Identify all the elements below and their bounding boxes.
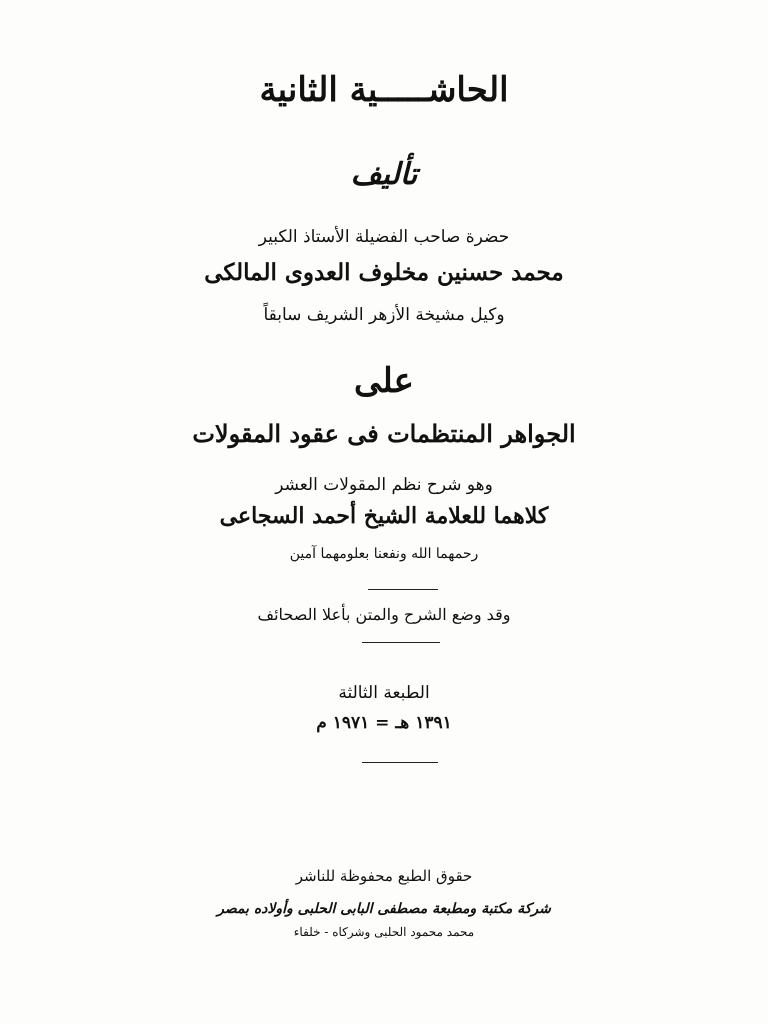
author-honorific: حضرة صاحب الفضيلة الأستاذ الكبير bbox=[258, 227, 510, 247]
publisher-owners: محمد محمود الحلبى وشركاه - خلفاء bbox=[293, 925, 475, 939]
edition-label: الطبعة الثالثة bbox=[338, 683, 430, 703]
book-authors-line: كلاهما للعلامة الشيخ أحمد السجاعى bbox=[219, 503, 549, 529]
book-title: الجواهر المنتظمات فى عقود المقولات bbox=[192, 419, 576, 448]
main-title: الحاشـــــية الثانية bbox=[259, 70, 509, 110]
on-label: على bbox=[354, 361, 414, 401]
book-description: وهو شرح نظم المقولات العشر bbox=[275, 475, 493, 495]
book-blessing: رحمهما الله ونفعنا بعلومهما آمين bbox=[289, 546, 479, 562]
divider-1 bbox=[368, 589, 438, 590]
layout-note: وقد وضع الشرح والمتن بأعلا الصحائف bbox=[257, 605, 511, 624]
divider-3 bbox=[362, 762, 438, 763]
author-position: وكيل مشيخة الأزهر الشريف سابقاً bbox=[263, 305, 505, 325]
publisher-company: شركة مكتبة ومطبعة مصطفى البابى الحلبى وأولاده بمصر bbox=[217, 901, 551, 917]
authorship-label: تأليف bbox=[350, 157, 418, 192]
author-name: محمد حسنين مخلوف العدوى المالكى bbox=[204, 259, 564, 286]
publisher-rights: حقوق الطبع محفوظة للناشر bbox=[295, 867, 473, 885]
edition-date: ١٣٩١ هـ = ١٩٧١ م bbox=[316, 713, 452, 733]
divider-2 bbox=[362, 642, 440, 643]
